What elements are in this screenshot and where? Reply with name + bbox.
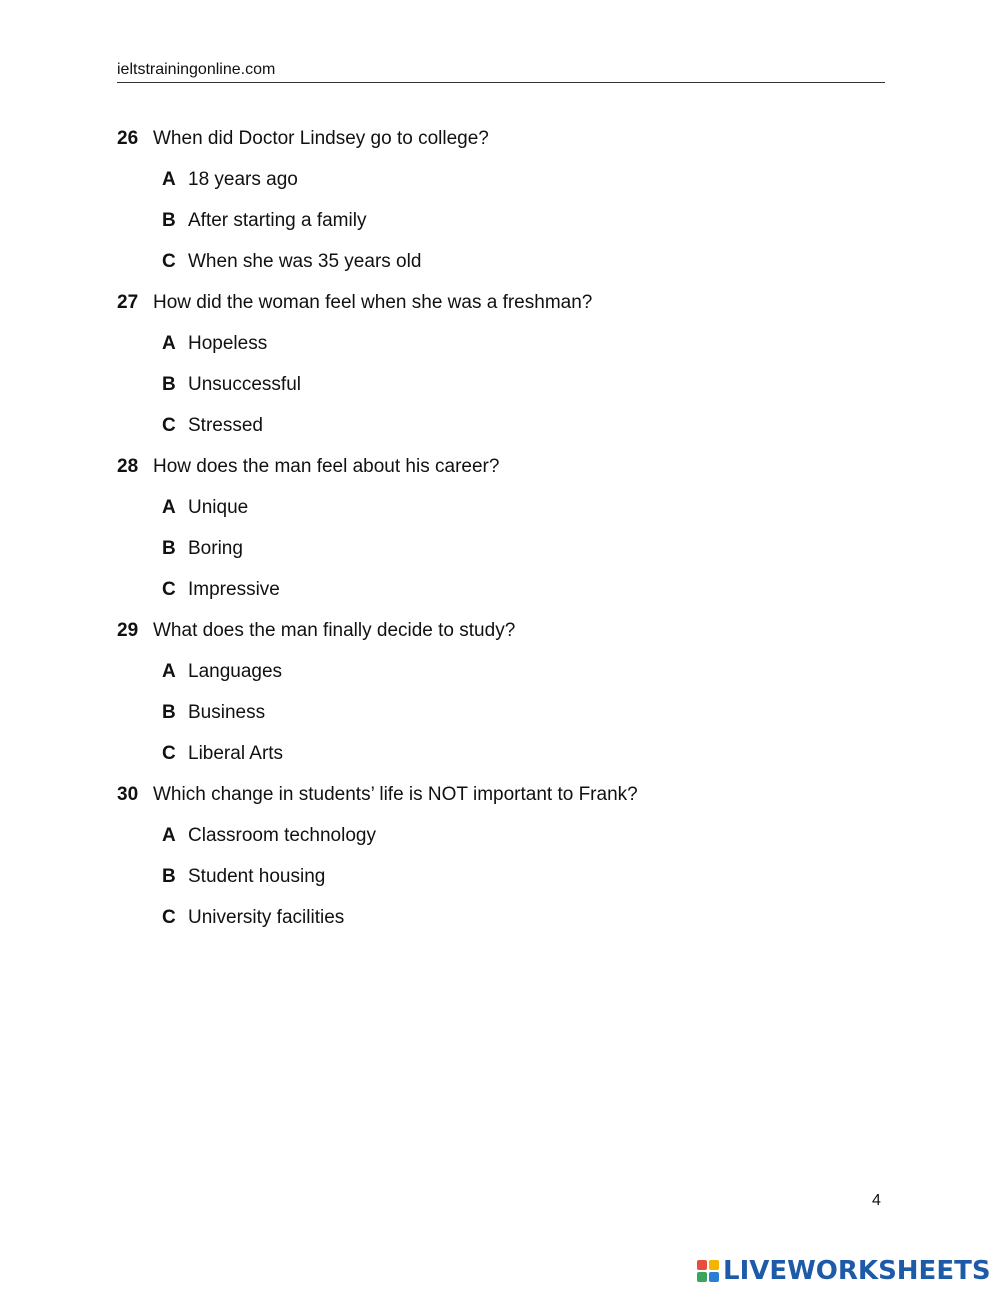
- option-27-a[interactable]: [117, 323, 877, 364]
- option-letter: C: [162, 742, 176, 764]
- question-28: [117, 446, 877, 487]
- brand-name: LIVEWORKSHEETS: [723, 1256, 991, 1286]
- option-29-a[interactable]: [117, 651, 877, 692]
- option-text: Unique: [188, 496, 249, 518]
- option-letter: B: [162, 537, 176, 559]
- question-30: [117, 774, 877, 815]
- logo-block: [709, 1260, 719, 1270]
- option-text: Boring: [188, 537, 243, 559]
- option-text: University facilities: [188, 906, 345, 928]
- option-text: When she was 35 years old: [188, 250, 422, 272]
- logo-block: [697, 1260, 707, 1270]
- option-text: Languages: [188, 660, 283, 682]
- option-text: After starting a family: [188, 209, 367, 231]
- option-30-a[interactable]: [117, 815, 877, 856]
- logo-block: [697, 1272, 707, 1282]
- option-text: Student housing: [188, 865, 326, 887]
- option-text: Liberal Arts: [188, 742, 284, 764]
- question-list: [117, 118, 877, 938]
- option-text: Business: [188, 701, 266, 723]
- option-letter: C: [162, 578, 176, 600]
- option-text: Impressive: [188, 578, 280, 600]
- option-letter: A: [162, 660, 176, 682]
- page-number: 4: [872, 1192, 881, 1209]
- option-26-c[interactable]: [117, 241, 877, 282]
- option-27-c[interactable]: [117, 405, 877, 446]
- question-number: 30: [117, 783, 139, 805]
- option-28-b[interactable]: [117, 528, 877, 569]
- option-letter: B: [162, 373, 176, 395]
- question-27: [117, 282, 877, 323]
- option-30-b[interactable]: [117, 856, 877, 897]
- option-letter: A: [162, 332, 176, 354]
- question-number: 27: [117, 291, 139, 313]
- option-28-c[interactable]: [117, 569, 877, 610]
- page-header: [117, 60, 885, 83]
- option-text: Hopeless: [188, 332, 268, 354]
- option-letter: B: [162, 701, 176, 723]
- option-letter: C: [162, 250, 176, 272]
- logo-blocks-icon: [697, 1260, 719, 1282]
- logo-block: [709, 1272, 719, 1282]
- liveworksheets-logo[interactable]: [697, 1253, 991, 1289]
- option-27-b[interactable]: [117, 364, 877, 405]
- question-text: How does the man feel about his career?: [153, 455, 500, 477]
- option-30-c[interactable]: [117, 897, 877, 938]
- option-26-a[interactable]: [117, 159, 877, 200]
- option-letter: A: [162, 824, 176, 846]
- option-letter: B: [162, 865, 176, 887]
- site-url[interactable]: ieltstrainingonline.com: [117, 61, 276, 78]
- option-letter: A: [162, 496, 176, 518]
- question-text: Which change in students’ life is NOT important to Frank?: [153, 783, 638, 805]
- question-29: [117, 610, 877, 651]
- question-text: What does the man finally decide to study?: [153, 619, 516, 641]
- option-text: Stressed: [188, 414, 263, 436]
- option-text: 18 years ago: [188, 168, 298, 190]
- question-26: [117, 118, 877, 159]
- question-number: 28: [117, 455, 139, 477]
- option-29-b[interactable]: [117, 692, 877, 733]
- question-number: 29: [117, 619, 139, 641]
- option-28-a[interactable]: [117, 487, 877, 528]
- option-text: Unsuccessful: [188, 373, 301, 395]
- question-text: When did Doctor Lindsey go to college?: [153, 127, 489, 149]
- question-text: How did the woman feel when she was a freshman?: [153, 291, 593, 313]
- option-letter: C: [162, 414, 176, 436]
- option-letter: A: [162, 168, 176, 190]
- option-29-c[interactable]: [117, 733, 877, 774]
- option-text: Classroom technology: [188, 824, 376, 846]
- option-letter: C: [162, 906, 176, 928]
- option-26-b[interactable]: [117, 200, 877, 241]
- option-letter: B: [162, 209, 176, 231]
- question-number: 26: [117, 127, 139, 149]
